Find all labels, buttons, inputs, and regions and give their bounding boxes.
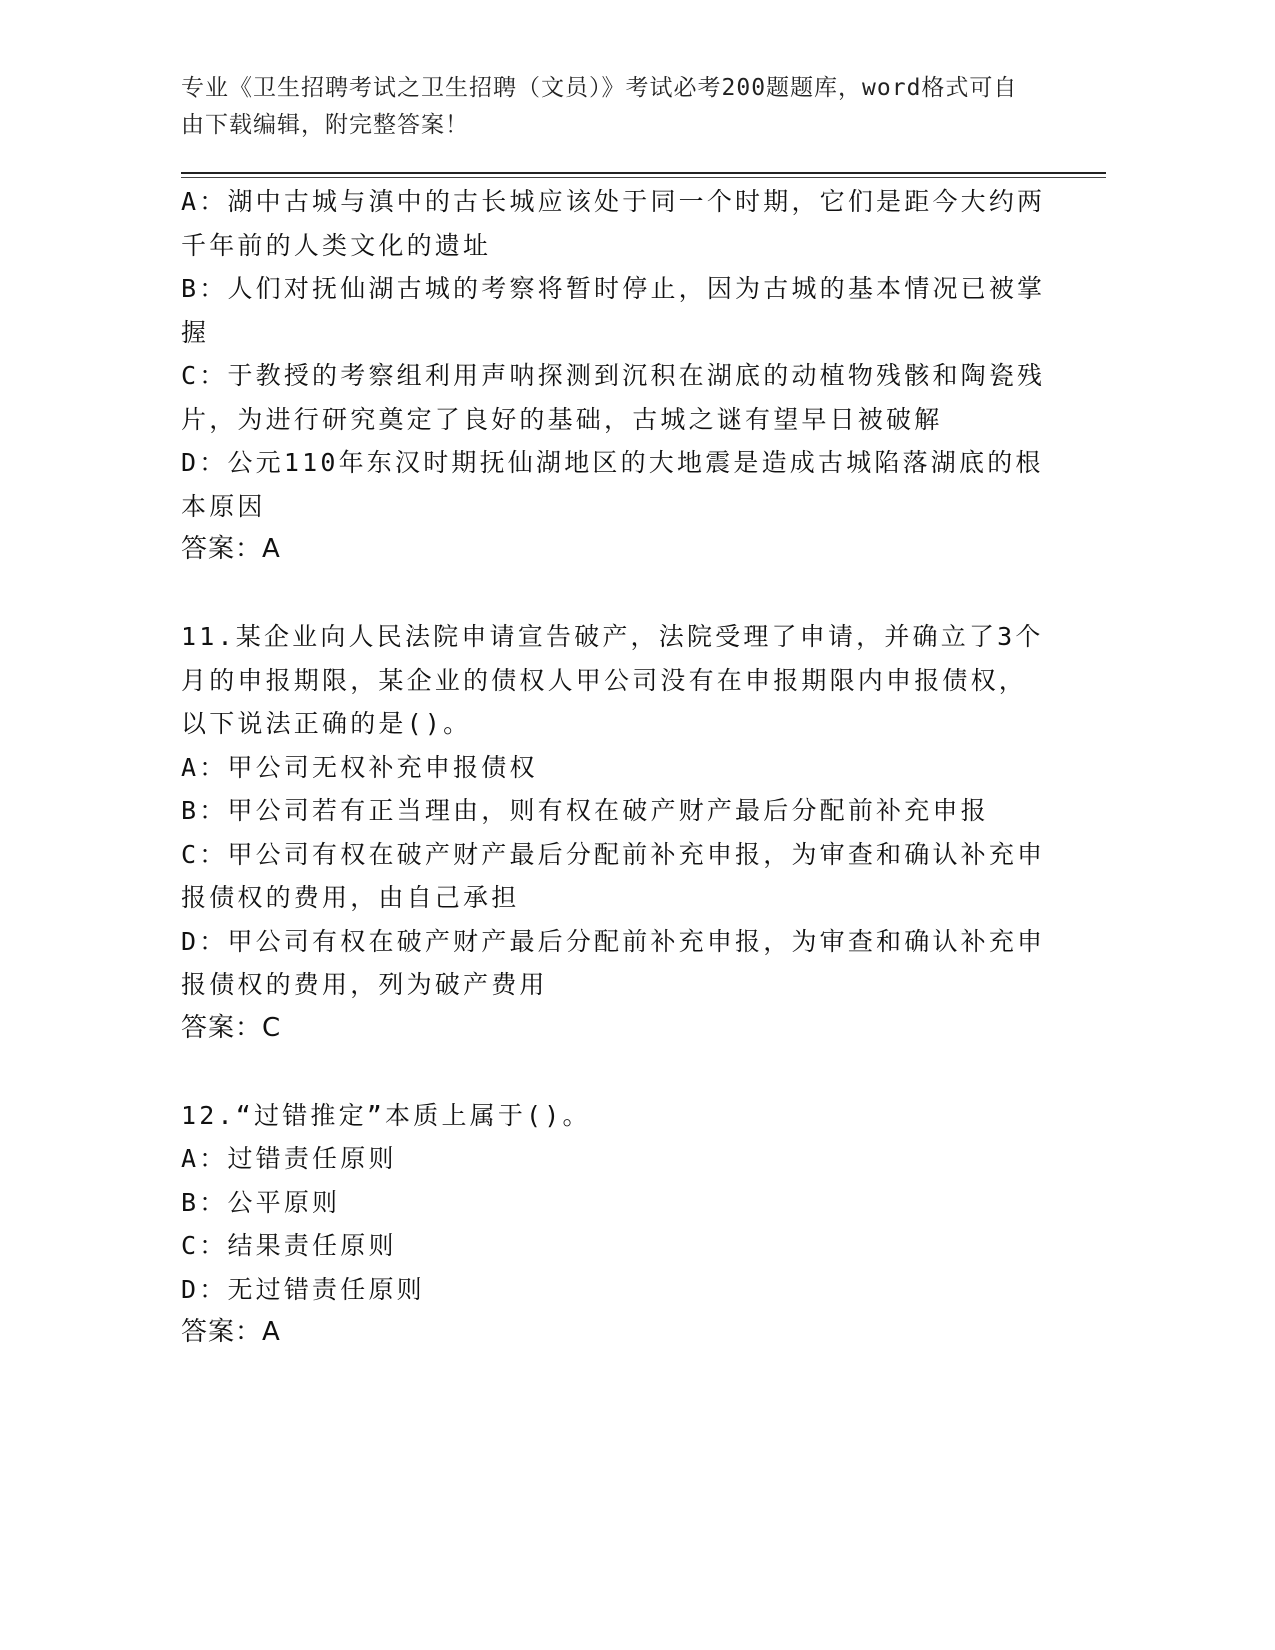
q10-option-a-line-2: 千年前的人类文化的遗址 [181,230,492,260]
q11-answer: 答案：C [181,1012,282,1043]
q11-option-c-line-1: C：甲公司有权在破产财产最后分配前补充申报，为审查和确认补充申 [181,839,1046,869]
q10-option-d-line-2: 本原因 [181,491,266,521]
q12-answer: 答案：A [181,1317,281,1347]
header-divider-thin [181,177,1106,178]
spacer [181,572,1041,616]
q12-stem: 12.“过错推定”本质上属于()。 [181,1100,591,1130]
document-body [181,180,1046,1355]
q11-option-b: B：甲公司若有正当理由，则有权在破产财产最后分配前补充申报 [181,796,989,825]
question-11 [181,615,1046,1050]
question-10-options [181,180,1046,572]
q11-option-d-line-2: 报债权的费用，列为破产费用 [181,970,548,999]
header-line-2: 由下载编辑，附完整答案！ [181,112,469,138]
q12-option-d: D：无过错责任原则 [181,1274,425,1304]
q10-option-c-line-2: 片，为进行研究奠定了良好的基础，古城之谜有望早日被破解 [181,404,943,434]
header-divider-thick [181,172,1106,174]
q10-option-c-line-1: C：于教授的考察组利用声呐探测到沉积在湖底的动植物残骸和陶瓷残 [181,361,1046,390]
q12-option-b: B：公平原则 [181,1187,341,1217]
q11-option-c-line-2: 报债权的费用，由自己承担 [181,883,520,912]
q10-answer: 答案：A [181,534,281,564]
q11-stem-line-3: 以下说法正确的是()。 [181,709,472,738]
document-header [181,70,1041,144]
q12-option-a: A：过错责任原则 [181,1144,397,1173]
q11-option-a: A：甲公司无权补充申报债权 [181,752,538,782]
q11-stem-line-1: 11.某企业向人民法院申请宣告破产，法院受理了申请，并确立了3个 [181,622,1044,651]
q12-option-c: C：结果责任原则 [181,1231,397,1260]
q10-option-d-line-1: D：公元110年东汉时期抚仙湖地区的大地震是造成古城陷落湖底的根 [181,448,1044,477]
header-line-1: 专业《卫生招聘考试之卫生招聘（文员）》考试必考200题题库，word格式可自 [181,75,1018,101]
q11-stem-line-2: 月的申报期限，某企业的债权人甲公司没有在申报期限内申报债权， [181,665,1028,695]
q11-option-d-line-1: D：甲公司有权在破产财产最后分配前补充申报，为审查和确认补充申 [181,926,1046,956]
q10-option-b-line-2: 握 [181,317,210,347]
spacer [181,1050,1041,1094]
q10-option-b-line-1: B：人们对抚仙湖古城的考察将暂时停止，因为古城的基本情况已被掌 [181,274,1046,303]
q10-option-a-line-1: A：湖中古城与滇中的古长城应该处于同一个时期，它们是距今大约两 [181,187,1046,216]
question-12 [181,1094,1041,1355]
